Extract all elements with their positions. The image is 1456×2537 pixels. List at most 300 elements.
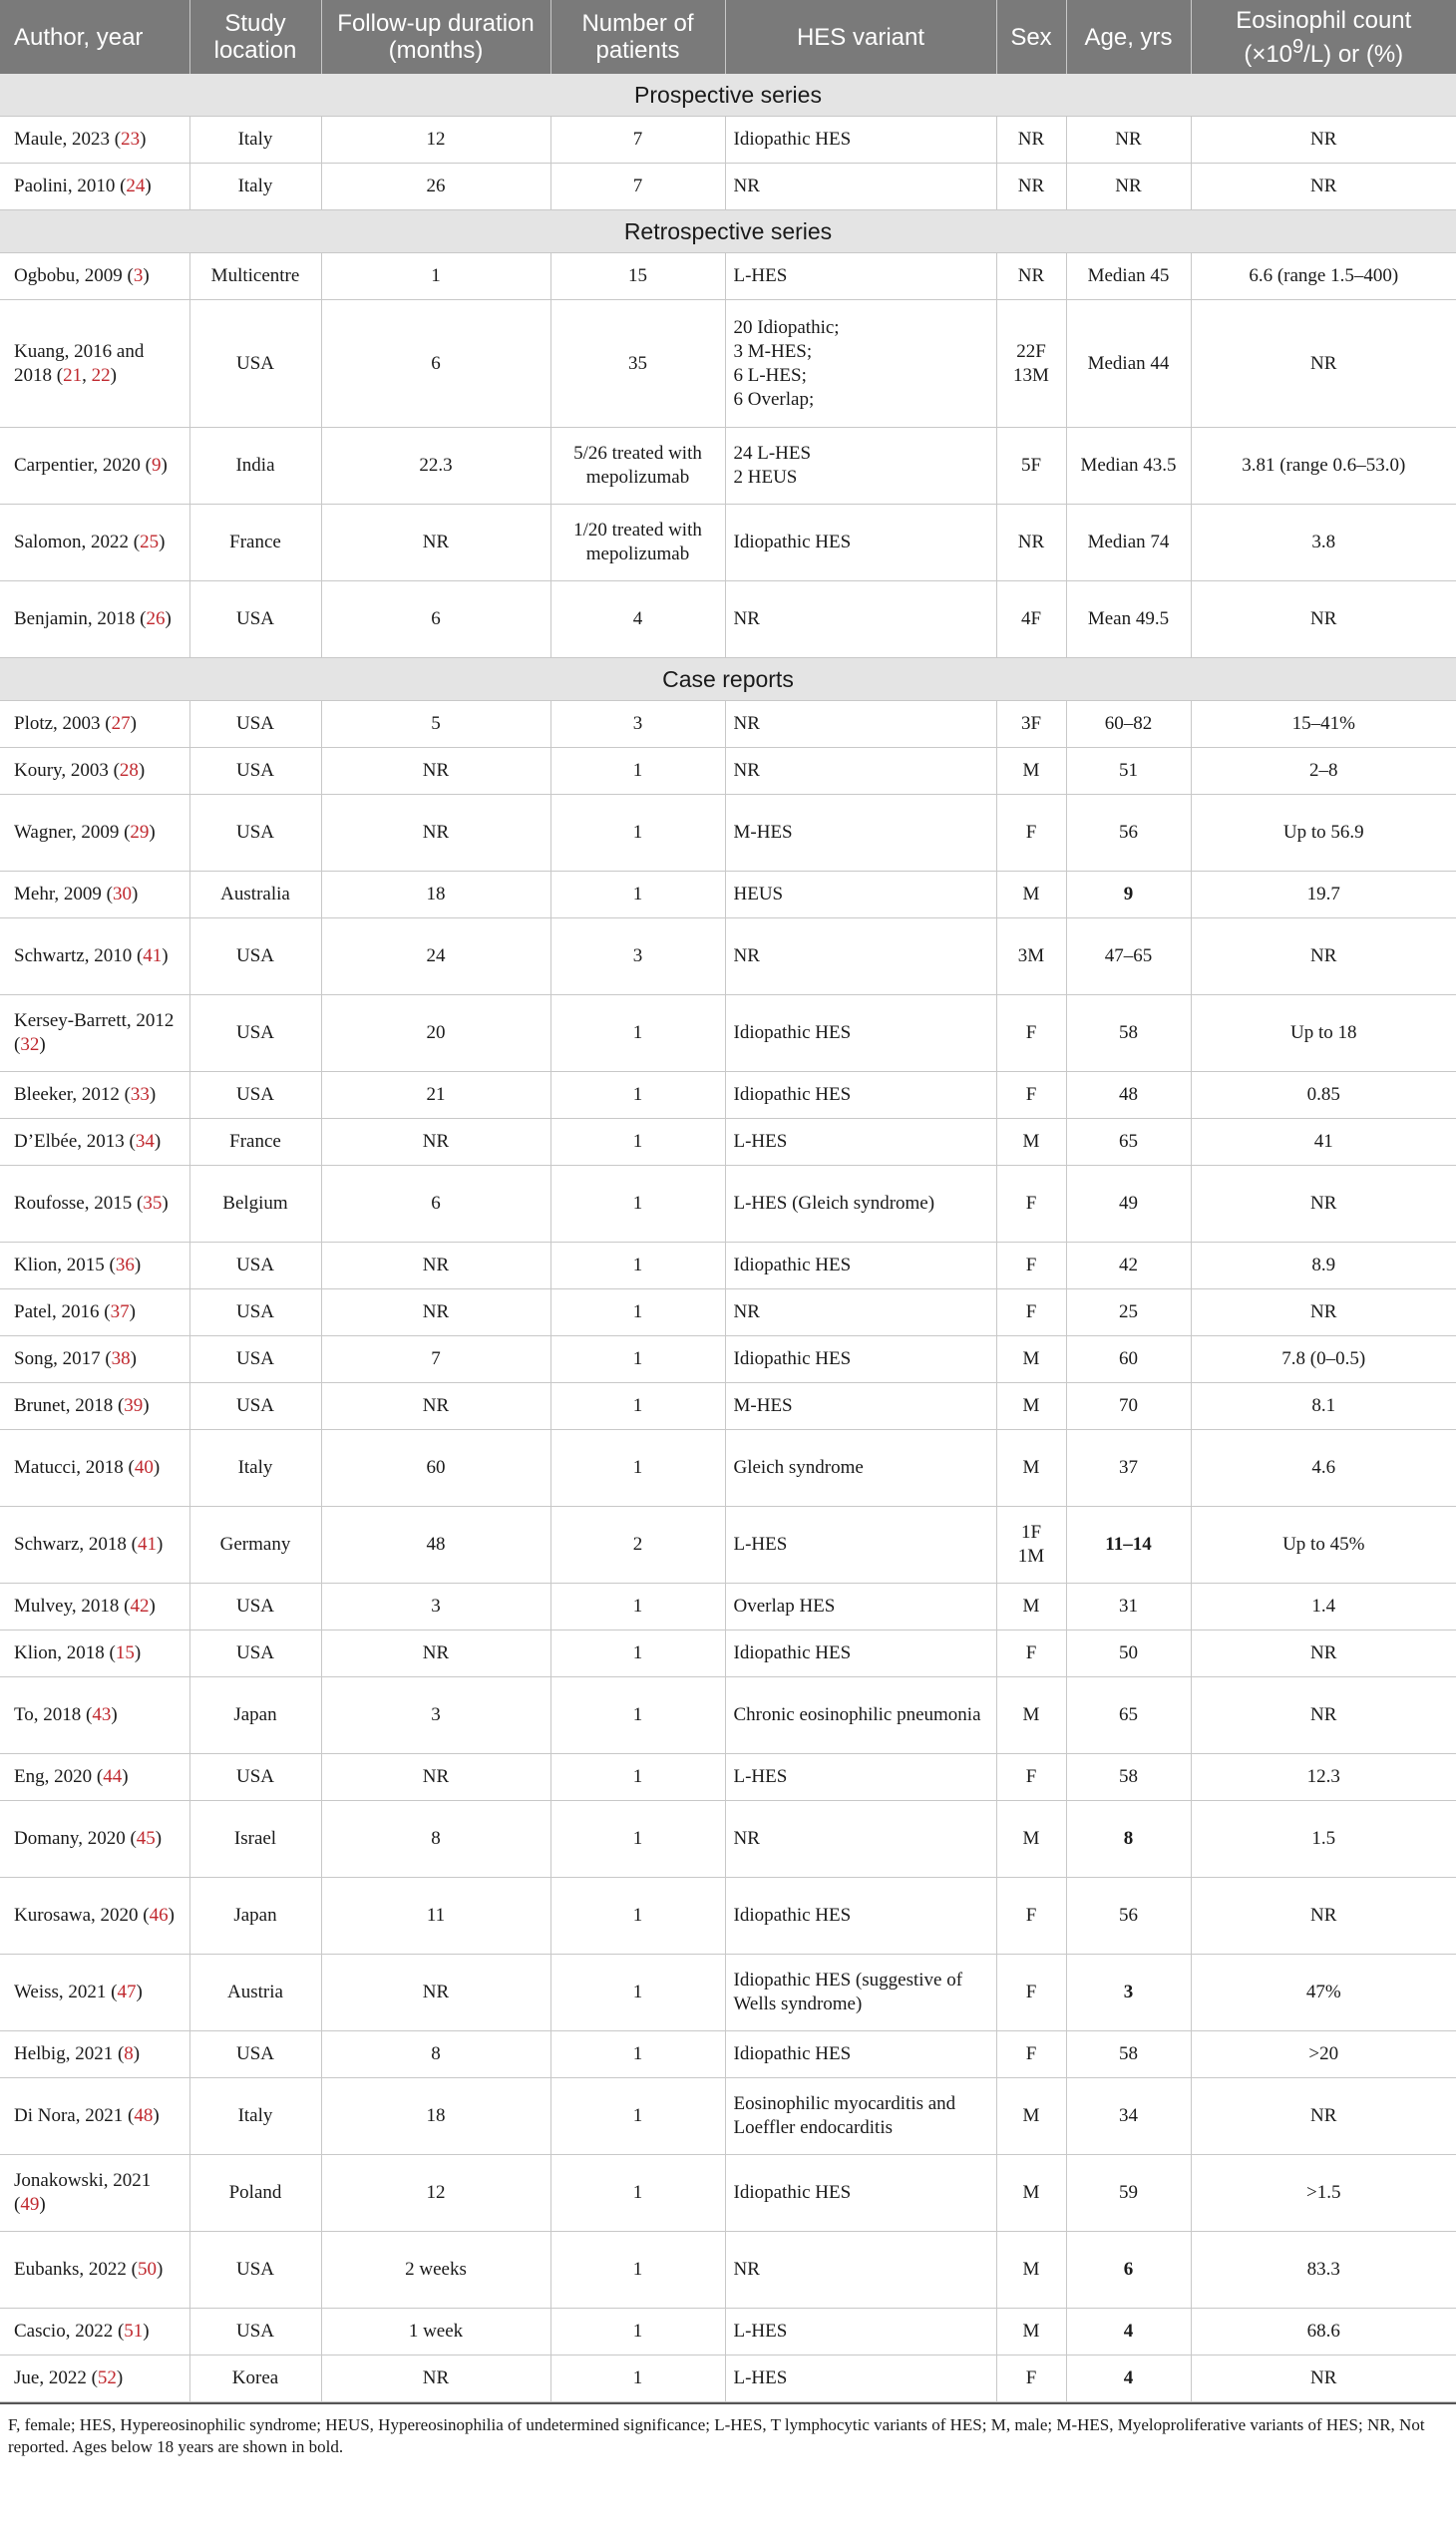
location-cell: Belgium: [189, 1166, 321, 1243]
variant-cell: NR: [725, 748, 996, 795]
location-cell: USA: [189, 995, 321, 1072]
location-cell: Poland: [189, 2155, 321, 2232]
patients-cell: 1: [550, 1119, 725, 1166]
reference-link[interactable]: 30: [112, 884, 132, 905]
author-cell: Kersey-Barrett, 2012 (32): [0, 995, 189, 1072]
author-cell: Maule, 2023 (23): [0, 117, 189, 164]
section-case-reports: Case reports: [0, 658, 1456, 701]
variant-cell: Eosinophilic myocarditis and Loeffler endocarditis: [725, 2078, 996, 2155]
eosinophil-cell: NR: [1191, 1677, 1456, 1754]
age-cell: 34: [1066, 2078, 1191, 2155]
table-row: [0, 1383, 1456, 1430]
sex-cell: 4F: [996, 581, 1066, 658]
patients-cell: 1: [550, 1336, 725, 1383]
location-cell: USA: [189, 918, 321, 995]
eosinophil-cell: NR: [1191, 1631, 1456, 1677]
reference-link[interactable]: 37: [110, 1301, 130, 1322]
author-cell: Schwartz, 2010 (41): [0, 918, 189, 995]
author-cell: Eng, 2020 (44): [0, 1754, 189, 1801]
followup-cell: 8: [321, 2031, 550, 2078]
location-cell: USA: [189, 1243, 321, 1289]
variant-cell: NR: [725, 164, 996, 210]
author-cell: Domany, 2020 (45): [0, 1801, 189, 1878]
patients-cell: 1: [550, 995, 725, 1072]
table-row: [0, 1584, 1456, 1631]
reference-link[interactable]: 27: [111, 713, 131, 734]
variant-cell: L-HES: [725, 1754, 996, 1801]
eosinophil-cell: 12.3: [1191, 1754, 1456, 1801]
variant-cell: NR: [725, 701, 996, 748]
eosinophil-cell: 8.9: [1191, 1243, 1456, 1289]
author-cell: Paolini, 2010 (24): [0, 164, 189, 210]
followup-cell: 18: [321, 2078, 550, 2155]
sex-cell: M: [996, 2155, 1066, 2232]
location-cell: USA: [189, 1289, 321, 1336]
reference-link[interactable]: 51: [124, 2321, 144, 2342]
location-cell: USA: [189, 2309, 321, 2356]
eosinophil-cell: NR: [1191, 1166, 1456, 1243]
table-footnote: F, female; HES, Hypereosinophilic syndrome; HEUS, Hypereosinophilia of undetermined significance; L-HES, T lymphocytic variants of HES; M, male; M-HES, Myeloproliferative variants of HES; NR, Not reported. Ages below 18 years are shown in bold.: [8, 2415, 1425, 2456]
variant-cell: HEUS: [725, 872, 996, 918]
eosinophil-cell: 8.1: [1191, 1383, 1456, 1430]
table-row: [0, 1507, 1456, 1584]
author-cell: Jue, 2022 (52): [0, 2356, 189, 2402]
variant-cell: L-HES (Gleich syndrome): [725, 1166, 996, 1243]
table-row: [0, 581, 1456, 658]
reference-link[interactable]: 36: [115, 1255, 135, 1275]
table-row: [0, 995, 1456, 1072]
age-cell: 11–14: [1066, 1507, 1191, 1584]
eosinophil-cell: 1.5: [1191, 1801, 1456, 1878]
followup-cell: NR: [321, 748, 550, 795]
patients-cell: 1: [550, 2309, 725, 2356]
variant-cell: Idiopathic HES: [725, 1631, 996, 1677]
author-cell: To, 2018 (43): [0, 1677, 189, 1754]
followup-cell: 18: [321, 872, 550, 918]
followup-cell: 26: [321, 164, 550, 210]
table-row: [0, 918, 1456, 995]
followup-cell: NR: [321, 505, 550, 581]
reference-link[interactable]: 26: [146, 608, 166, 629]
location-cell: USA: [189, 795, 321, 872]
reference-link[interactable]: 3: [133, 265, 144, 286]
eosinophil-cell: NR: [1191, 300, 1456, 428]
patients-cell: 5/26 treated with mepolizumab: [550, 428, 725, 505]
eosinophil-cell: 6.6 (range 1.5–400): [1191, 253, 1456, 300]
patients-cell: 1: [550, 2078, 725, 2155]
table-row: [0, 701, 1456, 748]
table-row: [0, 1430, 1456, 1507]
variant-cell: Overlap HES: [725, 1584, 996, 1631]
followup-cell: NR: [321, 795, 550, 872]
eosinophil-cell: NR: [1191, 1878, 1456, 1955]
age-cell: Mean 49.5: [1066, 581, 1191, 658]
followup-cell: NR: [321, 1631, 550, 1677]
age-cell: 6: [1066, 2232, 1191, 2309]
variant-cell: L-HES: [725, 253, 996, 300]
variant-cell: NR: [725, 918, 996, 995]
variant-cell: L-HES: [725, 1507, 996, 1584]
table-row: [0, 2356, 1456, 2402]
patients-cell: 3: [550, 701, 725, 748]
table-row: [0, 795, 1456, 872]
age-cell: NR: [1066, 164, 1191, 210]
col-sex: Sex: [996, 0, 1066, 74]
reference-link[interactable]: 50: [138, 2259, 158, 2280]
patients-cell: 1: [550, 872, 725, 918]
followup-cell: 1 week: [321, 2309, 550, 2356]
table-row: [0, 2078, 1456, 2155]
table-row: [0, 1166, 1456, 1243]
patients-cell: 1: [550, 795, 725, 872]
reference-link[interactable]: 35: [143, 1193, 163, 1214]
eosinophil-cell: NR: [1191, 164, 1456, 210]
age-cell: Median 44: [1066, 300, 1191, 428]
patients-cell: 1: [550, 1383, 725, 1430]
variant-cell: Idiopathic HES: [725, 1243, 996, 1289]
section-prospective: Prospective series: [0, 74, 1456, 117]
sex-cell: F: [996, 1955, 1066, 2031]
sex-cell: 3M: [996, 918, 1066, 995]
age-cell: Median 43.5: [1066, 428, 1191, 505]
author-cell: Carpentier, 2020 (9): [0, 428, 189, 505]
age-cell: 60–82: [1066, 701, 1191, 748]
variant-cell: Idiopathic HES (suggestive of Wells syndrome): [725, 1955, 996, 2031]
eosinophil-cell: 1.4: [1191, 1584, 1456, 1631]
eosinophil-cell: Up to 18: [1191, 995, 1456, 1072]
variant-cell: M-HES: [725, 795, 996, 872]
age-cell: 48: [1066, 1072, 1191, 1119]
age-cell: 8: [1066, 1801, 1191, 1878]
reference-link[interactable]: 42: [130, 1596, 150, 1617]
section-retrospective: Retrospective series: [0, 210, 1456, 253]
eosinophil-cell: NR: [1191, 2078, 1456, 2155]
reference-link[interactable]: 44: [103, 1766, 123, 1787]
table-row: [0, 1243, 1456, 1289]
location-cell: USA: [189, 1072, 321, 1119]
patients-cell: 1: [550, 1166, 725, 1243]
patients-cell: 1: [550, 1631, 725, 1677]
age-cell: 58: [1066, 995, 1191, 1072]
reference-link[interactable]: 43: [92, 1704, 112, 1725]
section-row: [0, 658, 1456, 701]
reference-link[interactable]: 9: [152, 455, 162, 476]
author-cell: Brunet, 2018 (39): [0, 1383, 189, 1430]
reference-link[interactable]: 22: [91, 364, 111, 386]
reference-link[interactable]: 41: [143, 945, 163, 966]
eosinophil-cell: >20: [1191, 2031, 1456, 2078]
patients-cell: 1: [550, 2232, 725, 2309]
eosinophil-cell: 19.7: [1191, 872, 1456, 918]
reference-link[interactable]: 38: [111, 1348, 131, 1369]
patients-cell: 1: [550, 1289, 725, 1336]
reference-link[interactable]: 48: [134, 2105, 154, 2126]
eosinophil-cell: 0.85: [1191, 1072, 1456, 1119]
reference-link[interactable]: 8: [124, 2043, 134, 2064]
author-cell: Di Nora, 2021 (48): [0, 2078, 189, 2155]
sex-cell: M: [996, 1119, 1066, 1166]
age-cell: 60: [1066, 1336, 1191, 1383]
reference-link[interactable]: 46: [149, 1905, 169, 1926]
sex-cell: F: [996, 795, 1066, 872]
reference-link[interactable]: 49: [20, 2194, 40, 2215]
eosinophil-cell: Up to 45%: [1191, 1507, 1456, 1584]
sex-cell: 3F: [996, 701, 1066, 748]
patients-cell: 1: [550, 1584, 725, 1631]
table-row: [0, 1072, 1456, 1119]
eosinophil-cell: NR: [1191, 918, 1456, 995]
age-cell: 65: [1066, 1119, 1191, 1166]
author-cell: Song, 2017 (38): [0, 1336, 189, 1383]
sex-cell: F: [996, 2031, 1066, 2078]
header-row: [0, 0, 1456, 74]
patients-cell: 1: [550, 1243, 725, 1289]
table-row: [0, 1955, 1456, 2031]
col-author: Author, year: [0, 0, 189, 74]
reference-link[interactable]: 47: [117, 1982, 137, 2002]
sex-cell: F: [996, 2356, 1066, 2402]
table-row: [0, 1754, 1456, 1801]
location-cell: USA: [189, 1336, 321, 1383]
age-cell: 4: [1066, 2356, 1191, 2402]
variant-cell: Idiopathic HES: [725, 1072, 996, 1119]
location-cell: Italy: [189, 117, 321, 164]
author-cell: Klion, 2015 (36): [0, 1243, 189, 1289]
followup-cell: 48: [321, 1507, 550, 1584]
age-cell: Median 74: [1066, 505, 1191, 581]
patients-cell: 2: [550, 1507, 725, 1584]
eosinophil-cell: 2–8: [1191, 748, 1456, 795]
author-cell: Ogbobu, 2009 (3): [0, 253, 189, 300]
variant-cell: Idiopathic HES: [725, 2155, 996, 2232]
variant-cell: NR: [725, 2232, 996, 2309]
age-cell: 56: [1066, 795, 1191, 872]
patients-cell: 1: [550, 1955, 725, 2031]
age-cell: 59: [1066, 2155, 1191, 2232]
followup-cell: 60: [321, 1430, 550, 1507]
author-cell: Benjamin, 2018 (26): [0, 581, 189, 658]
patients-cell: 4: [550, 581, 725, 658]
sex-cell: M: [996, 1430, 1066, 1507]
sex-cell: M: [996, 1383, 1066, 1430]
followup-cell: NR: [321, 1243, 550, 1289]
author-cell: Plotz, 2003 (27): [0, 701, 189, 748]
reference-link[interactable]: 24: [126, 176, 146, 196]
table-row: [0, 117, 1456, 164]
age-cell: NR: [1066, 117, 1191, 164]
eosinophil-cell: 83.3: [1191, 2232, 1456, 2309]
patients-cell: 1/20 treated with mepolizumab: [550, 505, 725, 581]
followup-cell: 6: [321, 1166, 550, 1243]
table-row: [0, 164, 1456, 210]
eosinophil-cell: 3.8: [1191, 505, 1456, 581]
table-row: [0, 2309, 1456, 2356]
followup-cell: 7: [321, 1336, 550, 1383]
location-cell: USA: [189, 2232, 321, 2309]
followup-cell: 24: [321, 918, 550, 995]
author-cell: Wagner, 2009 (29): [0, 795, 189, 872]
location-cell: Germany: [189, 1507, 321, 1584]
age-cell: 56: [1066, 1878, 1191, 1955]
eosinophil-cell: 47%: [1191, 1955, 1456, 2031]
followup-cell: 6: [321, 581, 550, 658]
location-cell: USA: [189, 1584, 321, 1631]
author-cell: D’Elbée, 2013 (34): [0, 1119, 189, 1166]
eosinophil-cell: Up to 56.9: [1191, 795, 1456, 872]
patients-cell: 1: [550, 1801, 725, 1878]
table-row: [0, 872, 1456, 918]
location-cell: Japan: [189, 1677, 321, 1754]
sex-cell: NR: [996, 505, 1066, 581]
variant-cell: Idiopathic HES: [725, 2031, 996, 2078]
table-row: [0, 2031, 1456, 2078]
col-eosinophil: Eosinophil count $(\times 10^9/L)$ or (%): [1191, 0, 1456, 74]
sex-cell: M: [996, 1584, 1066, 1631]
sex-cell: NR: [996, 164, 1066, 210]
age-cell: 50: [1066, 1631, 1191, 1677]
reference-link[interactable]: 40: [134, 1457, 154, 1478]
followup-cell: NR: [321, 1119, 550, 1166]
author-cell: Mehr, 2009 (30): [0, 872, 189, 918]
table-row: [0, 1119, 1456, 1166]
variant-cell: L-HES: [725, 1119, 996, 1166]
eosinophil-cell: 68.6: [1191, 2309, 1456, 2356]
location-cell: USA: [189, 1631, 321, 1677]
sex-cell: M: [996, 1677, 1066, 1754]
location-cell: France: [189, 505, 321, 581]
section-row: [0, 74, 1456, 117]
sex-cell: 22F 13M: [996, 300, 1066, 428]
eosinophil-cell: NR: [1191, 2356, 1456, 2402]
variant-cell: NR: [725, 581, 996, 658]
reference-link[interactable]: 28: [119, 760, 139, 781]
age-cell: 9: [1066, 872, 1191, 918]
table-row: [0, 1336, 1456, 1383]
col-age: Age, yrs: [1066, 0, 1191, 74]
variant-cell: Idiopathic HES: [725, 505, 996, 581]
age-cell: 31: [1066, 1584, 1191, 1631]
sex-cell: F: [996, 1878, 1066, 1955]
sex-cell: F: [996, 1243, 1066, 1289]
eosinophil-cell: NR: [1191, 117, 1456, 164]
location-cell: Australia: [189, 872, 321, 918]
table-row: [0, 2232, 1456, 2309]
eosinophil-cell: 41: [1191, 1119, 1456, 1166]
followup-cell: 1: [321, 253, 550, 300]
patients-cell: 1: [550, 2356, 725, 2402]
variant-cell: Idiopathic HES: [725, 117, 996, 164]
section-row: [0, 210, 1456, 253]
variant-cell: NR: [725, 1801, 996, 1878]
sex-cell: M: [996, 2078, 1066, 2155]
author-cell: Weiss, 2021 (47): [0, 1955, 189, 2031]
age-cell: Median 45: [1066, 253, 1191, 300]
table-row: [0, 1677, 1456, 1754]
reference-link[interactable]: 41: [138, 1534, 157, 1555]
age-cell: 3: [1066, 1955, 1191, 2031]
reference-link[interactable]: 34: [135, 1131, 155, 1152]
age-cell: 42: [1066, 1243, 1191, 1289]
sex-cell: F: [996, 1166, 1066, 1243]
col-followup: Follow-up duration (months): [321, 0, 550, 74]
reference-link[interactable]: 23: [121, 129, 141, 150]
patients-cell: 1: [550, 2031, 725, 2078]
variant-cell: NR: [725, 1289, 996, 1336]
eosinophil-cell: 15–41%: [1191, 701, 1456, 748]
reference-link[interactable]: 33: [130, 1084, 150, 1105]
age-cell: 4: [1066, 2309, 1191, 2356]
author-cell: Koury, 2003 (28): [0, 748, 189, 795]
patients-cell: 1: [550, 1072, 725, 1119]
table-row: [0, 1631, 1456, 1677]
variant-cell: Chronic eosinophilic pneumonia: [725, 1677, 996, 1754]
author-cell: Bleeker, 2012 (33): [0, 1072, 189, 1119]
sex-cell: M: [996, 1336, 1066, 1383]
location-cell: USA: [189, 2031, 321, 2078]
sex-cell: F: [996, 1631, 1066, 1677]
reference-link[interactable]: 25: [140, 532, 160, 552]
sex-cell: M: [996, 748, 1066, 795]
sex-cell: F: [996, 1072, 1066, 1119]
followup-cell: NR: [321, 1955, 550, 2031]
variant-cell: Idiopathic HES: [725, 995, 996, 1072]
age-cell: 58: [1066, 1754, 1191, 1801]
location-cell: Italy: [189, 2078, 321, 2155]
reference-link[interactable]: 45: [136, 1828, 156, 1849]
sex-cell: F: [996, 1754, 1066, 1801]
col-variant: HES variant: [725, 0, 996, 74]
patients-cell: 35: [550, 300, 725, 428]
col-location: Study location: [189, 0, 321, 74]
patients-cell: 1: [550, 1677, 725, 1754]
followup-cell: 3: [321, 1677, 550, 1754]
reference-link[interactable]: 32: [20, 1034, 40, 1055]
age-cell: 47–65: [1066, 918, 1191, 995]
age-cell: 25: [1066, 1289, 1191, 1336]
reference-link[interactable]: 29: [130, 822, 150, 843]
sex-cell: 5F: [996, 428, 1066, 505]
reference-link[interactable]: 15: [115, 1642, 135, 1663]
sex-cell: M: [996, 872, 1066, 918]
patients-cell: 7: [550, 117, 725, 164]
variant-cell: L-HES: [725, 2309, 996, 2356]
variant-cell: 20 Idiopathic; 3 M-HES; 6 L-HES; 6 Overlap;: [725, 300, 996, 428]
location-cell: Korea: [189, 2356, 321, 2402]
followup-cell: NR: [321, 2356, 550, 2402]
reference-link[interactable]: 39: [124, 1395, 144, 1416]
location-cell: USA: [189, 581, 321, 658]
author-cell: Schwarz, 2018 (41): [0, 1507, 189, 1584]
sex-cell: NR: [996, 253, 1066, 300]
sex-cell: M: [996, 2309, 1066, 2356]
author-cell: Patel, 2016 (37): [0, 1289, 189, 1336]
eosinophil-cell: NR: [1191, 581, 1456, 658]
author-cell: Cascio, 2022 (51): [0, 2309, 189, 2356]
followup-cell: 6: [321, 300, 550, 428]
location-cell: USA: [189, 1754, 321, 1801]
reference-link[interactable]: 52: [97, 2367, 117, 2388]
age-cell: 65: [1066, 1677, 1191, 1754]
location-cell: Austria: [189, 1955, 321, 2031]
reference-link[interactable]: 21: [63, 364, 83, 386]
followup-cell: 21: [321, 1072, 550, 1119]
patients-cell: 1: [550, 1430, 725, 1507]
followup-cell: 22.3: [321, 428, 550, 505]
author-cell: Kuang, 2016 and 2018 (21, 22): [0, 300, 189, 428]
table-row: [0, 1878, 1456, 1955]
followup-cell: 20: [321, 995, 550, 1072]
author-cell: Mulvey, 2018 (42): [0, 1584, 189, 1631]
